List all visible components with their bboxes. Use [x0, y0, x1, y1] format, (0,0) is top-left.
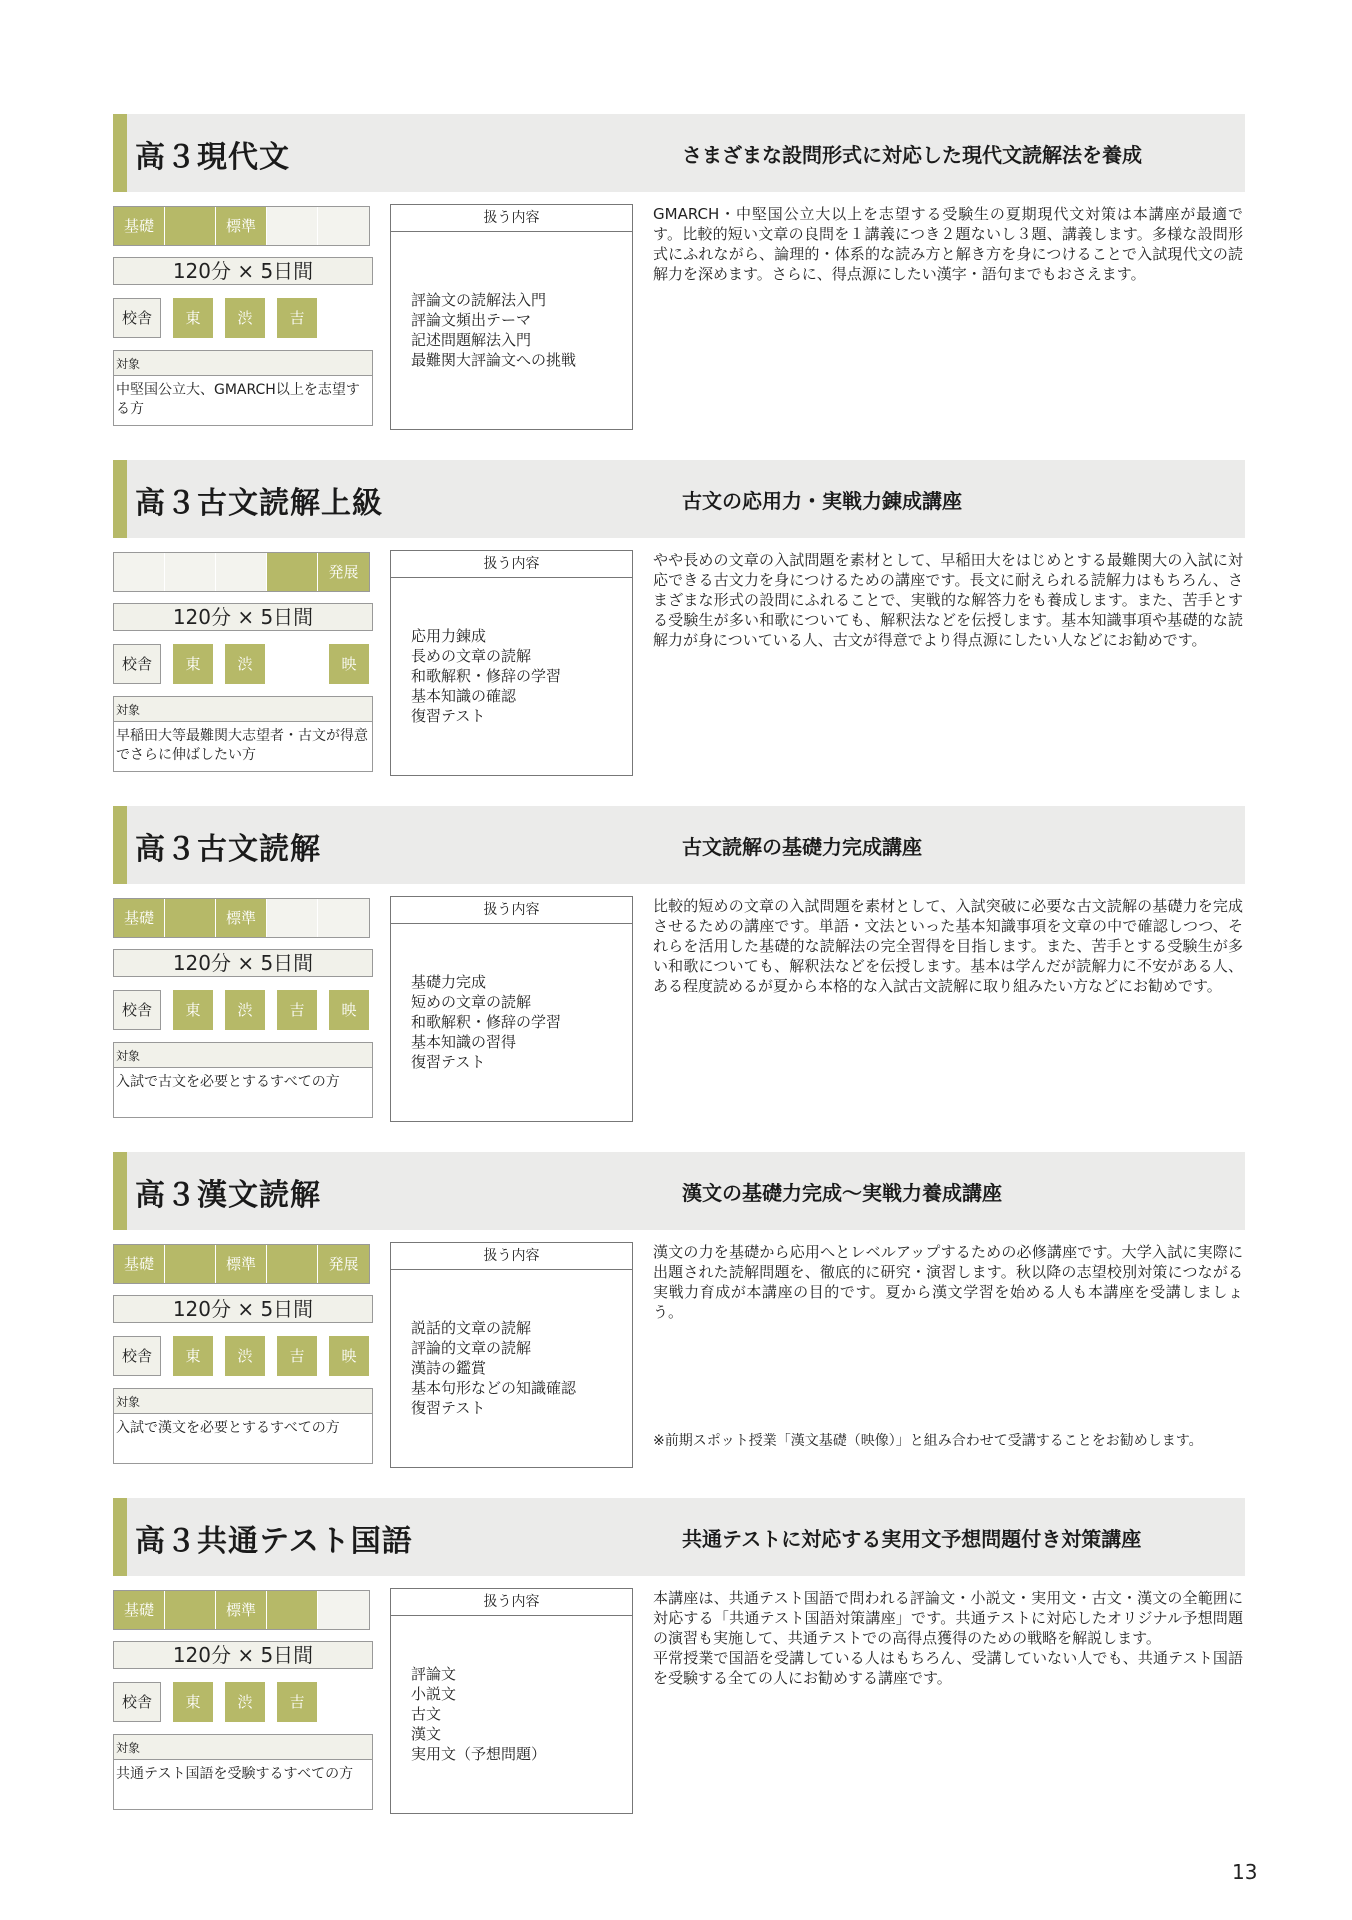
- content-item: 説話的文章の読解: [411, 1319, 532, 1337]
- course-section: [113, 806, 1245, 1132]
- target-label: 対象: [113, 1388, 373, 1414]
- campus-label: 校舎: [113, 990, 161, 1030]
- level-cell: [165, 553, 216, 591]
- campus-badge: 渋: [225, 644, 265, 684]
- content-item: 古文: [411, 1705, 442, 1723]
- level-cell: 標準: [216, 899, 267, 937]
- level-cell: [114, 553, 165, 591]
- content-item: 長めの文章の読解: [411, 647, 532, 665]
- target-text: 早稲田大等最難関大志望者・古文が得意でさらに伸ばしたい方: [113, 722, 373, 772]
- content-item: 評論文頻出テーマ: [411, 311, 532, 329]
- target-label: 対象: [113, 696, 373, 722]
- content-list: [411, 897, 628, 1121]
- course-header: [113, 1498, 1245, 1576]
- content-item: 復習テスト: [411, 707, 486, 725]
- level-cell: 標準: [216, 207, 267, 245]
- content-header: 扱う内容: [391, 551, 632, 578]
- campus-badge: 吉: [277, 990, 317, 1030]
- target-label: 対象: [113, 1734, 373, 1760]
- level-indicator: [113, 1590, 370, 1630]
- campus-badge: 映: [329, 990, 369, 1030]
- content-box: [390, 550, 633, 776]
- content-list: [411, 205, 628, 429]
- level-cell: [267, 207, 318, 245]
- level-cell: 基礎: [114, 1591, 165, 1629]
- campus-label: 校舎: [113, 298, 161, 338]
- course-duration: 120分 × 5日間: [113, 257, 373, 285]
- campus-label: 校舎: [113, 1682, 161, 1722]
- campus-badge: 東: [173, 1682, 213, 1722]
- level-indicator: [113, 1244, 370, 1284]
- campus-badge: 吉: [277, 298, 317, 338]
- course-subtitle: さまざまな設問形式に対応した現代文読解法を養成: [682, 143, 1142, 167]
- campus-badge: [329, 298, 369, 338]
- campus-row: [113, 644, 369, 684]
- content-item: 復習テスト: [411, 1053, 486, 1071]
- content-item: 漢詩の鑑賞: [411, 1359, 487, 1377]
- target-label: 対象: [113, 1042, 373, 1068]
- target-text: 入試で古文を必要とするすべての方: [113, 1068, 373, 1118]
- content-header: 扱う内容: [391, 1589, 632, 1616]
- campus-label: 校舎: [113, 644, 161, 684]
- course-section: [113, 460, 1245, 786]
- course-section: [113, 114, 1245, 440]
- content-item: 応用力錬成: [411, 627, 487, 645]
- campus-row: [113, 990, 369, 1030]
- course-title: 高３現代文: [135, 140, 290, 175]
- campus-badge: 映: [329, 644, 369, 684]
- campus-badge: 吉: [277, 1682, 317, 1722]
- level-cell: [318, 207, 369, 245]
- course-description: 比較的短めの文章の入試問題を素材として、入試突破に必要な古文読解の基礎力を完成させるための講座です。単語・文法といった基本知識事項を文章の中で確認しつつ、それらを活用した基礎的な読解法の完全習得を目指します。また、苦手とする受験生が多い和歌についても、解釈法などを伝授します。基本は学んだが読解力に不安がある人、ある程度読めるが夏から本格的な入試古文読解に取り組みたい方などにお勧めです。: [653, 897, 1243, 995]
- content-item: 小説文: [411, 1685, 457, 1703]
- campus-badge: 映: [329, 1336, 369, 1376]
- level-cell: 標準: [216, 1245, 267, 1283]
- course-description: 漢文の力を基礎から応用へとレベルアップするための必修講座です。大学入試に実際に出題された読解問題を、徹底的に研究・演習します。秋以降の志望校別対策につながる実戦力育成が本講座の目的です。夏から漢文学習を始める人も本講座を受講しましょう。: [653, 1243, 1243, 1321]
- course-title: 高３古文読解: [135, 832, 321, 867]
- level-cell: [267, 1245, 318, 1283]
- course-duration: 120分 × 5日間: [113, 603, 373, 631]
- content-item: 評論的文章の読解: [411, 1339, 532, 1357]
- campus-badge: 東: [173, 1336, 213, 1376]
- level-indicator: [113, 552, 370, 592]
- level-cell: [165, 1591, 216, 1629]
- campus-badge: 渋: [225, 1682, 265, 1722]
- content-list: [411, 551, 628, 775]
- level-cell: 基礎: [114, 899, 165, 937]
- level-cell: 発展: [318, 1245, 369, 1283]
- campus-badge: [329, 1682, 369, 1722]
- content-list: [411, 1589, 628, 1813]
- content-item: 和歌解釈・修辞の学習: [411, 1013, 562, 1031]
- course-subtitle: 共通テストに対応する実用文予想問題付き対策講座: [682, 1527, 1142, 1551]
- course-header: [113, 1152, 1245, 1230]
- course-note: ※前期スポット授業「漢文基礎（映像）」と組み合わせて受講することをお勧めします。: [653, 1433, 1203, 1449]
- course-subtitle: 古文読解の基礎力完成講座: [682, 835, 922, 859]
- course-duration: 120分 × 5日間: [113, 1641, 373, 1669]
- content-header: 扱う内容: [391, 205, 632, 232]
- target-label: 対象: [113, 350, 373, 376]
- course-title: 高３古文読解上級: [135, 486, 383, 521]
- campus-row: [113, 1336, 369, 1376]
- campus-badge: 吉: [277, 1336, 317, 1376]
- content-item: 基本知識の習得: [411, 1033, 517, 1051]
- course-header: [113, 460, 1245, 538]
- level-cell: 標準: [216, 1591, 267, 1629]
- content-item: 復習テスト: [411, 1399, 486, 1417]
- level-cell: [318, 899, 369, 937]
- content-list: [411, 1243, 628, 1467]
- level-indicator: [113, 206, 370, 246]
- content-item: 基本句形などの知識確認: [411, 1379, 577, 1397]
- content-item: 最難関大評論文への挑戦: [411, 351, 577, 369]
- campus-row: [113, 298, 369, 338]
- course-title: 高３共通テスト国語: [135, 1524, 413, 1559]
- level-cell: [267, 553, 318, 591]
- content-item: 記述問題解法入門: [411, 331, 532, 349]
- course-title: 高３漢文読解: [135, 1178, 321, 1213]
- content-header: 扱う内容: [391, 1243, 632, 1270]
- content-box: [390, 1242, 633, 1468]
- level-indicator: [113, 898, 370, 938]
- campus-badge: 東: [173, 644, 213, 684]
- content-header: 扱う内容: [391, 897, 632, 924]
- campus-badge: 東: [173, 298, 213, 338]
- level-cell: [216, 553, 267, 591]
- level-cell: 基礎: [114, 207, 165, 245]
- course-section: [113, 1498, 1245, 1824]
- target-text: 中堅国公立大、GMARCH以上を志望する方: [113, 376, 373, 426]
- level-cell: 発展: [318, 553, 369, 591]
- campus-badge: 渋: [225, 298, 265, 338]
- course-duration: 120分 × 5日間: [113, 1295, 373, 1323]
- course-section: [113, 1152, 1245, 1478]
- course-description: GMARCH・中堅国公立大以上を志望する受験生の夏期現代文対策は本講座が最適です。比較的短い文章の良問を１講義につき２題ないし３題、講義します。多様な設問形式にふれながら、論理的・体系的な読み方と解き方を身につけることで入試現代文の読解力を深めます。さらに、得点源にしたい漢字・語句までもおさえます。: [653, 205, 1243, 283]
- level-cell: [165, 1245, 216, 1283]
- campus-badge: 東: [173, 990, 213, 1030]
- course-subtitle: 漢文の基礎力完成～実戦力養成講座: [682, 1181, 1002, 1205]
- content-item: 和歌解釈・修辞の学習: [411, 667, 562, 685]
- content-item: 評論文の読解法入門: [411, 291, 547, 309]
- campus-row: [113, 1682, 369, 1722]
- content-item: 短めの文章の読解: [411, 993, 532, 1011]
- level-cell: [165, 207, 216, 245]
- campus-badge: 渋: [225, 1336, 265, 1376]
- content-box: [390, 896, 633, 1122]
- content-item: 実用文（予想問題）: [411, 1745, 547, 1763]
- course-duration: 120分 × 5日間: [113, 949, 373, 977]
- target-text: 共通テスト国語を受験するすべての方: [113, 1760, 373, 1810]
- campus-badge: [277, 644, 317, 684]
- course-description: やや長めの文章の入試問題を素材として、早稲田大をはじめとする最難関大の入試に対応できる古文力を身につけるための講座です。長文に耐えられる読解力はもちろん、さまざまな形式の設問にふれることで、実戦的な解答力をも養成します。また、苦手とする受験生が多い和歌についても、解釈法などを伝授します。基本知識事項や基礎的な読解力が身についている人、古文が得意でより得点源にしたい人などにお勧めです。: [653, 551, 1243, 649]
- content-box: [390, 204, 633, 430]
- content-item: 基本知識の確認: [411, 687, 517, 705]
- content-item: 評論文: [411, 1665, 457, 1683]
- level-cell: 基礎: [114, 1245, 165, 1283]
- content-item: 基礎力完成: [411, 973, 487, 991]
- target-text: 入試で漢文を必要とするすべての方: [113, 1414, 373, 1464]
- level-cell: [267, 899, 318, 937]
- level-cell: [318, 1591, 369, 1629]
- course-header: [113, 114, 1245, 192]
- course-header: [113, 806, 1245, 884]
- content-box: [390, 1588, 633, 1814]
- campus-label: 校舎: [113, 1336, 161, 1376]
- page-number: 13: [1232, 1860, 1258, 1884]
- campus-badge: 渋: [225, 990, 265, 1030]
- content-item: 漢文: [411, 1725, 442, 1743]
- level-cell: [165, 899, 216, 937]
- course-description: 本講座は、共通テスト国語で問われる評論文・小説文・実用文・古文・漢文の全範囲に対応する「共通テスト国語対策講座」です。共通テストに対応したオリジナル予想問題の演習も実施して、共通テストでの高得点獲得のための戦略を解説します。 平常授業で国語を受講している人はもちろん、受講していない人でも、共通テスト国語を受験する全ての人にお勧めする講座です。: [653, 1589, 1243, 1687]
- course-subtitle: 古文の応用力・実戦力錬成講座: [682, 489, 962, 513]
- level-cell: [267, 1591, 318, 1629]
